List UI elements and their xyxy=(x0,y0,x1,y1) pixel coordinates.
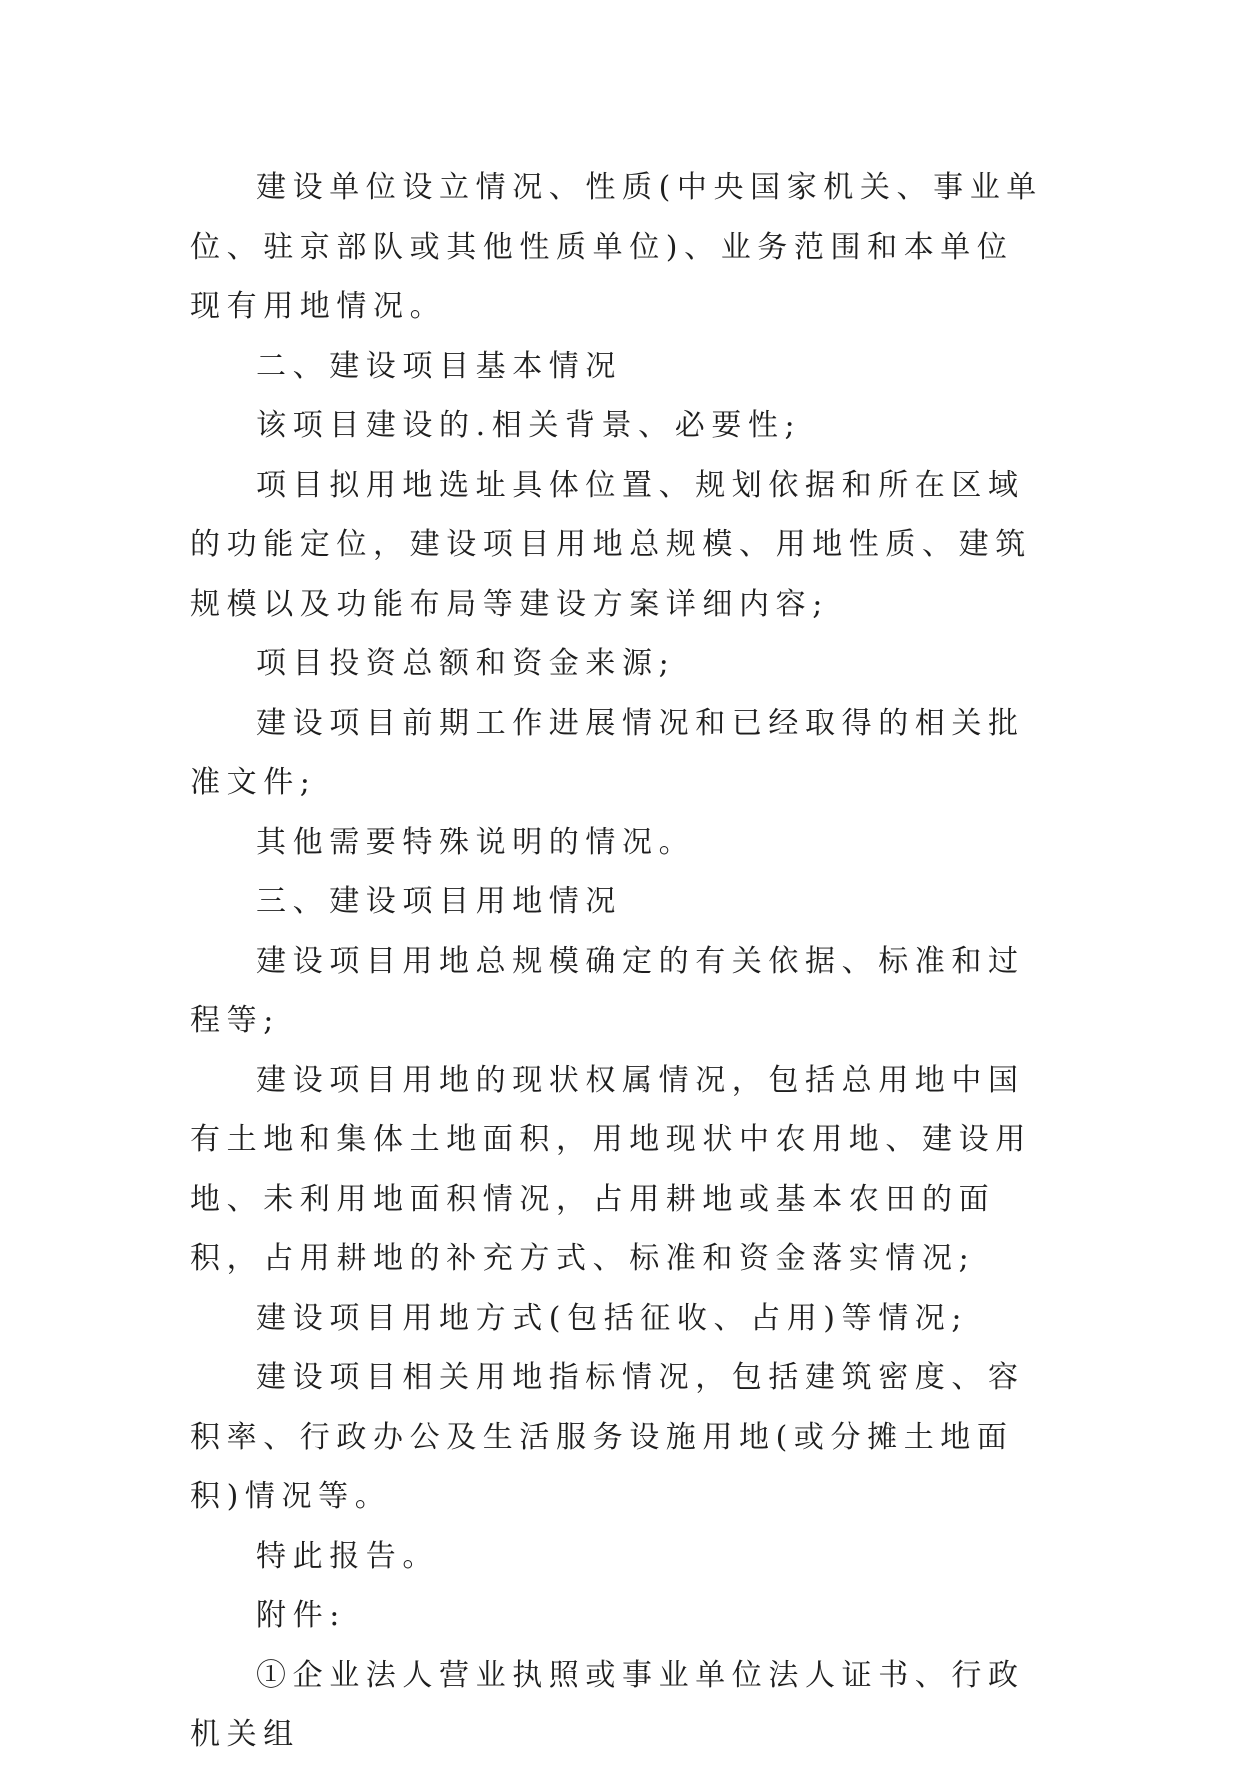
paragraph-land-ownership: 建设项目用地的现状权属情况，包括总用地中国有土地和集体土地面积，用地现状中农用地、建设用地、未利用地面积情况，占用耕地或基本农田的面积，占用耕地的补充方式、标准和资金落实情况; xyxy=(190,1062,1032,1276)
paragraph-preliminary-work: 建设项目前期工作进展情况和已经取得的相关批准文件; xyxy=(190,705,1025,800)
paragraph-investment: 项目投资总额和资金来源; xyxy=(256,646,676,681)
paragraph-closing: 特此报告。 xyxy=(256,1538,439,1574)
paragraph-special-notes: 其他需要特殊说明的情况。 xyxy=(256,824,696,860)
attachments-label: 附件: xyxy=(256,1598,346,1633)
section-heading-land-use: 三、建设项目用地情况 xyxy=(256,884,622,919)
paragraph-land-scale-basis: 建设项目用地总规模确定的有关依据、标准和过程等; xyxy=(190,943,1025,1038)
attachment-item-1: ①企业法人营业执照或事业单位法人证书、行政机关组 xyxy=(190,1657,1025,1752)
paragraph-land-indicators: 建设项目相关用地指标情况，包括建筑密度、容积率、行政办公及生活服务设施用地(或分摊土地面积)情况等。 xyxy=(190,1360,1025,1514)
document-body xyxy=(190,158,1050,1765)
section-heading-project-basics: 二、建设项目基本情况 xyxy=(256,348,622,384)
paragraph-unit-overview: 建设单位设立情况、性质(中央国家机关、事业单位、驻京部队或其他性质单位)、业务范围和本单位现有用地情况。 xyxy=(190,170,1043,324)
paragraph-project-background: 该项目建设的.相关背景、必要性; xyxy=(256,408,802,443)
paragraph-land-acquisition: 建设项目用地方式(包括征收、占用)等情况; xyxy=(256,1300,969,1336)
paragraph-site-and-scheme: 项目拟用地选址具体位置、规划依据和所在区域的功能定位，建设项目用地总规模、用地性质、建筑规模以及功能布局等建设方案详细内容; xyxy=(190,467,1032,622)
